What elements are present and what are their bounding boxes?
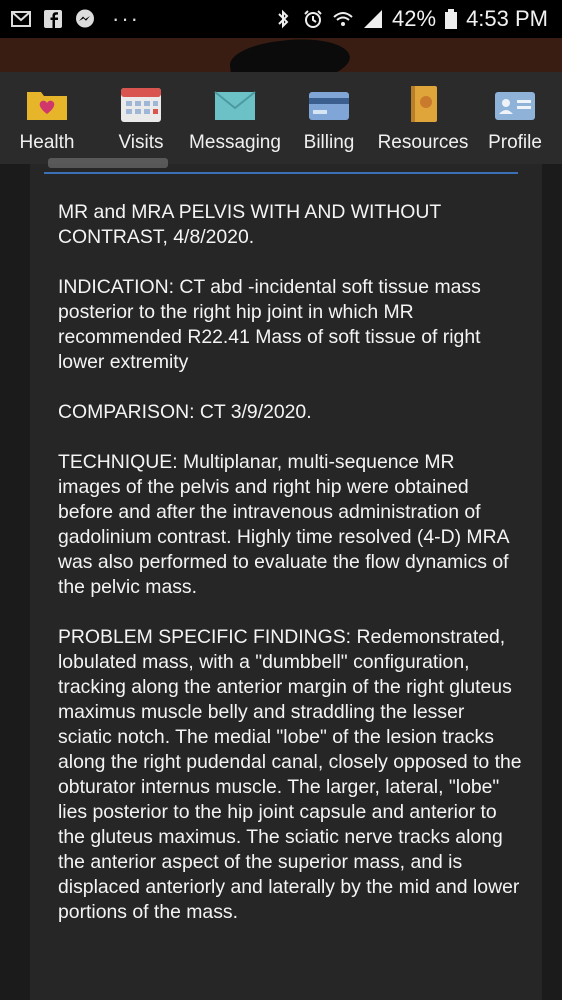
bluetooth-icon [272,8,294,30]
notification-icons [10,6,140,32]
report-paragraph: INDICATION: CT abd -incidental soft tissue mass posterior to the right hip joint in which MR recommended R22.41 Mass of soft tissue of right lower extremity [58,276,481,373]
nav-label-profile: Profile [488,132,542,153]
report-paragraph: COMPARISON: CT 3/9/2020. [58,401,312,423]
signal-icon [362,8,384,30]
calendar-icon [119,84,163,124]
main-nav [0,72,562,164]
folder-heart-icon [25,84,69,124]
card-title-cropped [48,158,208,168]
nav-item-health[interactable] [0,76,94,160]
facebook-icon [42,8,64,30]
status-bar [0,0,562,38]
nav-label-resources: Resources [377,132,469,153]
id-card-icon [493,84,537,124]
nav-item-visits[interactable] [94,76,188,160]
gmail-icon [10,8,32,30]
messenger-icon [74,8,96,30]
report-paragraph: PROBLEM SPECIFIC FINDINGS: Redemonstrated, lobulated mass, with a "dumbbell" configuration, tracking along the anterior margin of the right gluteus maximus muscle belly and straddling the lesser sciatic notch. The medial "lobe" of the lesion tracks along the right pudendal canal, closely opposed to the obturator internus muscle. The larger, lateral, "lobe" lies posterior to the hip joint capsule and anterior to the gluteus maximus. The sciatic nerve tracks along the anterior aspect of the superior mass, and is displaced anteriorly and laterally by the mid and lower portions of the mass. [58,626,522,923]
nav-label-messaging: Messaging [189,132,281,153]
clock: 4:53 PM [466,6,548,31]
envelope-icon [213,84,257,124]
credit-card-icon [307,84,351,124]
report-paragraph: TECHNIQUE: Multiplanar, multi-sequence MR images of the pelvis and right hip were obtained before and after the intravenous administration of gadolinium contrast. Highly time resolved (4-D) MRA was also performed to evaluate the flow dynamics of the pelvic mass. [58,451,509,598]
nav-label-health: Health [19,132,75,153]
overflow-dots: ··· [112,6,140,31]
nav-label-billing: Billing [303,132,355,153]
battery-icon [444,8,458,30]
nav-item-profile[interactable] [468,76,562,160]
report-card [30,164,542,1000]
alarm-icon [302,8,324,30]
nav-item-resources[interactable] [376,76,470,160]
card-divider [44,172,518,174]
book-icon [401,84,445,124]
battery-percent: 42% [392,6,437,31]
nav-item-messaging[interactable] [188,76,282,160]
report-paragraph: MR and MRA PELVIS WITH AND WITHOUT CONTRAST, 4/8/2020. [58,201,441,248]
report-text [58,200,522,950]
system-icons [272,6,548,32]
nav-item-billing[interactable] [282,76,376,160]
wifi-icon [332,8,354,30]
nav-label-visits: Visits [118,132,164,153]
